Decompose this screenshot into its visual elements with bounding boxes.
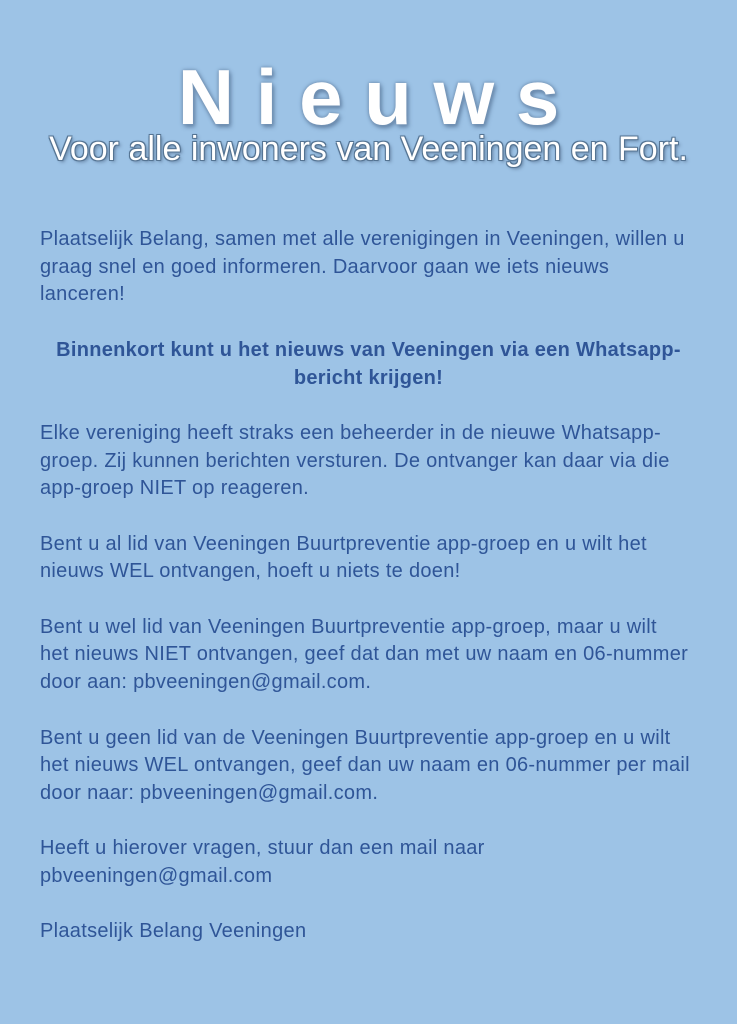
text-line: het nieuws WEL ontvangen, geef dan uw naam en 06-nummer per mail <box>40 754 690 777</box>
announcement-paragraph <box>40 337 697 392</box>
signature-paragraph <box>40 918 697 946</box>
text-line: Elke vereniging heeft straks een beheerder in de nieuwe Whatsapp- <box>40 421 661 444</box>
opt-in-paragraph <box>40 725 697 808</box>
text-line: Bent u al lid van Veeningen Buurtpreventie app-groep en u wilt het <box>40 532 647 555</box>
text-line: Bent u wel lid van Veeningen Buurtpreventie app-groep, maar u wilt <box>40 615 657 638</box>
text-line: door aan: pbveeningen@gmail.com. <box>40 671 372 694</box>
text-line: Plaatselijk Belang, samen met alle verenigingen in Veeningen, willen u <box>40 228 685 250</box>
questions-paragraph <box>40 835 697 890</box>
text-line: bericht krijgen! <box>293 366 444 389</box>
page-title: N i e u w s <box>177 53 560 141</box>
admins-paragraph <box>40 420 697 503</box>
text-line: het nieuws NIET ontvangen, geef dat dan met uw naam en 06-nummer <box>40 643 689 666</box>
text-line: graag snel en goed informeren. Daarvoor gaan we iets nieuws <box>40 255 610 278</box>
text-line: app-groep NIET op reageren. <box>40 477 310 500</box>
flyer-body <box>40 226 697 974</box>
page-subtitle: Voor alle inwoners van Veeningen en Fort. <box>49 130 688 168</box>
text-line: door naar: pbveeningen@gmail.com. <box>40 781 379 804</box>
text-line: nieuws WEL ontvangen, hoeft u niets te doen! <box>40 560 461 583</box>
intro-paragraph <box>40 226 697 309</box>
text-line: pbveeningen@gmail.com <box>40 865 273 888</box>
text-line: Heeft u hierover vragen, stuur dan een mail naar <box>40 837 485 860</box>
text-line: Bent u geen lid van de Veeningen Buurtpreventie app-groep en u wilt <box>40 726 671 749</box>
opt-out-paragraph <box>40 614 697 697</box>
existing-members-paragraph <box>40 531 697 586</box>
text-line: groep. Zij kunnen berichten versturen. De ontvanger kan daar via die <box>40 449 670 472</box>
text-line: Plaatselijk Belang Veeningen <box>40 920 307 943</box>
text-line: Binnenkort kunt u het nieuws van Veeningen via een Whatsapp- <box>56 338 681 361</box>
text-line: lanceren! <box>40 283 125 306</box>
